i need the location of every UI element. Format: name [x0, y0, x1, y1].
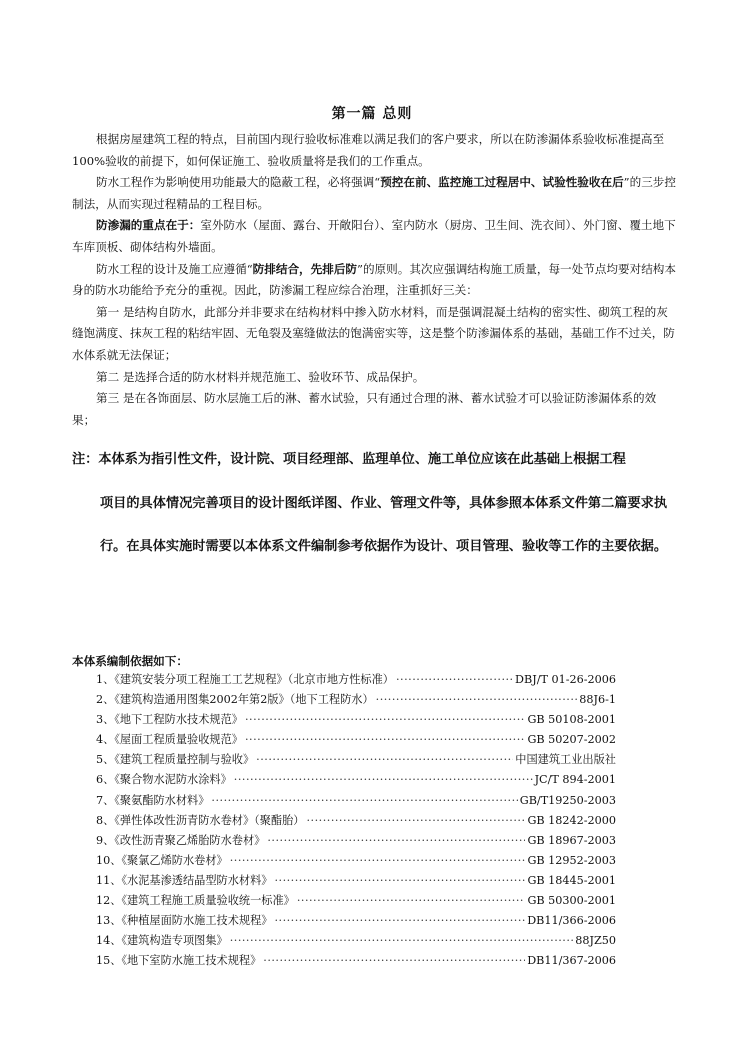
leader-dots [230, 854, 526, 867]
note-line-1: 注：本体系为指引性文件，设计院、项目经理部、监理单位、施工单位应该在此基础上根据工程 [72, 452, 626, 467]
paragraph-4-tail: ”的原则。其次应强调结构施工质量，每一处节点均要对结构本身的防水功能给予充分的重视。因此，防渗漏工程应综合治理，注重抓好三关： [72, 261, 676, 298]
leader-dots [256, 753, 513, 766]
page-title: 第一篇 总则 [331, 106, 413, 122]
leader-dots [211, 794, 517, 807]
reference-code: GB 50300-2001 [527, 894, 616, 908]
reference-item [96, 731, 616, 751]
reference-title: 1、《建筑安装分项工程施工工艺规程》（北京市地方性标准） [96, 673, 394, 686]
general-provisions-text [72, 129, 676, 431]
reference-item [96, 952, 616, 972]
reference-code: 88J6-1 [579, 693, 616, 707]
paragraph-3-tail: 室外防水（屋面、露台、开敞阳台）、室内防水（厨房、卫生间、洗衣间）、外门窗、覆土地下车库顶板、砌体结构外墙面。 [72, 218, 676, 254]
paragraph-third-check: 第三 是在各饰面层、防水层施工后的淋、蓄水试验，只有通过合理的淋、蓄水试验才可以验证防渗漏体系的效果； [72, 391, 657, 427]
leader-dots [263, 954, 525, 967]
key-points-label: 防渗漏的重点在于： [96, 218, 201, 233]
three-step-control-emphasis: 预控在前、监控施工过程居中、试验性验收在后 [380, 175, 624, 190]
reference-item [96, 812, 616, 832]
reference-title: 9、《改性沥青聚乙烯胎防水卷材》 [96, 833, 266, 847]
paragraph-4 [72, 259, 676, 302]
reference-title: 7、《聚氨酯防水材料》 [96, 793, 210, 807]
leader-dots [396, 673, 513, 686]
reference-item [96, 711, 616, 731]
reference-code: GB 18445-2001 [527, 873, 616, 887]
reference-title: 14、《建筑构造专项图集》 [96, 934, 228, 948]
drain-then-seal-emphasis: 防排结合，先排后防 [252, 261, 358, 276]
reference-item [96, 892, 616, 912]
reference-title: 2、《建筑构造通用图集2002年第2版》（地下工程防水） [96, 693, 374, 707]
reference-title: 10、《聚氯乙烯防水卷材》 [96, 853, 228, 867]
reference-title: 3、《地下工程防水技术规范》 [96, 713, 243, 727]
reference-item [96, 771, 616, 791]
reference-code: GB 18242-2000 [527, 813, 616, 827]
reference-title: 8、《弹性体改性沥青防水卷材》（聚酯胎） [96, 813, 305, 827]
paragraph-1: 根据房屋建筑工程的特点，目前国内现行验收标准难以满足我们的客户要求，所以在防渗漏体系验收标准提高至100%验收的前提下，如何保证施工、验收质量将是我们的工作重点。 [72, 132, 665, 168]
reference-item [96, 832, 616, 852]
basis-heading: 本体系编制依据如下： [72, 654, 188, 668]
leader-dots [267, 834, 525, 847]
leader-dots [245, 733, 525, 746]
leader-dots [376, 693, 578, 706]
reference-title: 11、《水泥基渗透结晶型防水材料》 [96, 873, 273, 887]
reference-code: DBJ/T 01-26-2006 [515, 673, 616, 686]
reference-code: JC/T 894-2001 [534, 773, 616, 787]
reference-title: 6、《聚合物水泥防水涂料》 [96, 773, 232, 787]
paragraph-2 [72, 172, 676, 215]
reference-item [96, 691, 616, 711]
reference-item [96, 912, 616, 932]
reference-code: 88JZ50 [575, 934, 616, 948]
reference-item [96, 792, 616, 812]
reference-code: DB11/366-2006 [527, 914, 616, 928]
paragraph-4-lead: 防水工程的设计及施工应遵循“ [96, 261, 253, 276]
reference-code: GB 12952-2003 [527, 853, 616, 867]
paragraph-first-check: 第一 是结构自防水，此部分并非要求在结构材料中掺入防水材料，而是强调混凝土结构的密实性、砌筑工程的灰缝饱满度、抹灰工程的粘结牢固、无龟裂及塞缝做法的饱满密实等，这是整个防渗漏体系的基础，基础工作不过关，防水体系就无法保证； [72, 304, 675, 362]
leader-dots [274, 874, 525, 887]
reference-code: 中国建筑工业出版社 [515, 753, 616, 767]
reference-title: 5、《建筑工程质量控制与验收》 [96, 753, 255, 767]
note-continuation: 项目的具体情况完善项目的设计图纸详图、作业、管理文件等，具体参照本体系文件第二篇要求执行。在具体实施时需要以本体系文件编制参考依据作为设计、项目管理、验收等工作的主要依据。 [100, 495, 668, 554]
reference-code: GB 50207-2002 [527, 733, 616, 747]
paragraph-3 [72, 215, 676, 258]
paragraph-2-tail: ”的三步控制法，从而实现过程精品的工程目标。 [72, 175, 676, 211]
leader-dots [234, 773, 533, 786]
reference-item [96, 671, 616, 691]
reference-list [96, 671, 616, 972]
leader-dots [306, 814, 525, 827]
reference-code: GB 18967-2003 [527, 833, 616, 847]
reference-code: GB 50108-2001 [527, 713, 616, 727]
note-block [72, 438, 682, 569]
reference-title: 15、《地下室防水施工技术规程》 [96, 954, 262, 968]
reference-code: GB/T19250-2003 [519, 793, 616, 807]
reference-item [96, 852, 616, 872]
leader-dots [297, 894, 526, 907]
paragraph-2-lead: 防水工程作为影响使用功能最大的隐蔽工程，必将强调“ [96, 175, 381, 190]
leader-dots [245, 713, 525, 726]
reference-title: 12、《建筑工程施工质量验收统一标准》 [96, 894, 295, 908]
reference-code: DB11/367-2006 [527, 954, 616, 968]
reference-item [96, 932, 616, 952]
paragraph-second-check: 第二 是选择合适的防水材料并规范施工、验收环节、成品保护。 [96, 369, 425, 384]
reference-title: 13、《种植屋面防水施工技术规程》 [96, 914, 273, 928]
leader-dots [274, 914, 525, 927]
leader-dots [230, 934, 574, 947]
reference-item [96, 751, 616, 771]
reference-item [96, 872, 616, 892]
reference-title: 4、《屋面工程质量验收规范》 [96, 733, 243, 747]
